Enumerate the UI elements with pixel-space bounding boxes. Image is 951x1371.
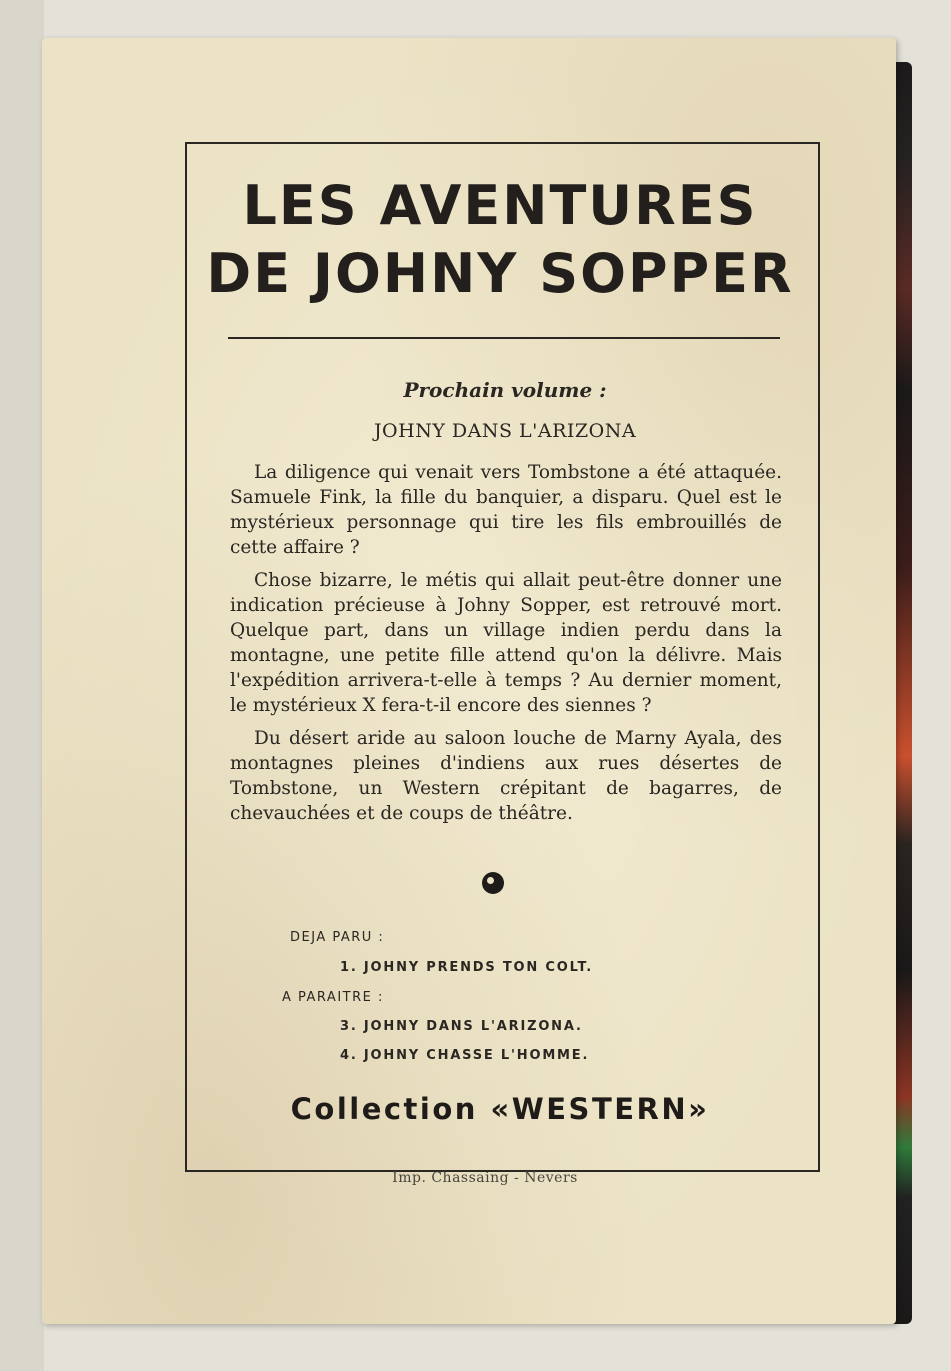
already-published-label: DEJA PARU : [290, 930, 385, 945]
synopsis-paragraph: La diligence qui venait vers Tombstone a été attaquée. Samuele Fink, la fille du banquier, a disparu. Quel est le mystérieux personnage qui tire les fils embrouillés de cette affaire ? [230, 462, 782, 558]
series-title [200, 172, 800, 308]
synopsis-paragraph: Du désert aride au saloon louche de Marny Ayala, des montagnes pleines d'indiens aux rues désertes de Tombstone, un Western crépitant de bagarres, de chevauchées et de coups de théâtre. [230, 728, 782, 824]
series-title-line2: DE JOHNY SOPPER [206, 242, 794, 305]
series-title-line1: LES AVENTURES [242, 174, 758, 237]
forthcoming-label: A PARAITRE : [282, 990, 384, 1005]
printer-imprint: Imp. Chassaing - Nevers [392, 1170, 578, 1186]
table-surface [0, 0, 44, 1371]
next-volume-title: JOHNY DANS L'ARIZONA [373, 420, 637, 442]
already-published-item: 1. JOHNY PRENDS TON COLT. [340, 960, 593, 975]
title-divider [228, 337, 780, 339]
synopsis [230, 460, 782, 834]
ornament-dot [482, 872, 504, 894]
forthcoming-item: 4. JOHNY CHASSE L'HOMME. [340, 1048, 590, 1063]
collection-name: Collection «WESTERN» [290, 1092, 710, 1126]
synopsis-paragraph: Chose bizarre, le métis qui allait peut-être donner une indication précieuse à Johny Sopper, est retrouvé mort. Quelque part, dans un village indien perdu dans la montagne, une petite fille attend qu'on la délivre. Mais l'expédition arrivera-t-elle à temps ? Au dernier moment, le mystérieux X fera-t-il encore des siennes ? [230, 570, 782, 716]
forthcoming-item: 3. JOHNY DANS L'ARIZONA. [340, 1019, 583, 1034]
next-volume-label: Prochain volume : [403, 378, 607, 402]
